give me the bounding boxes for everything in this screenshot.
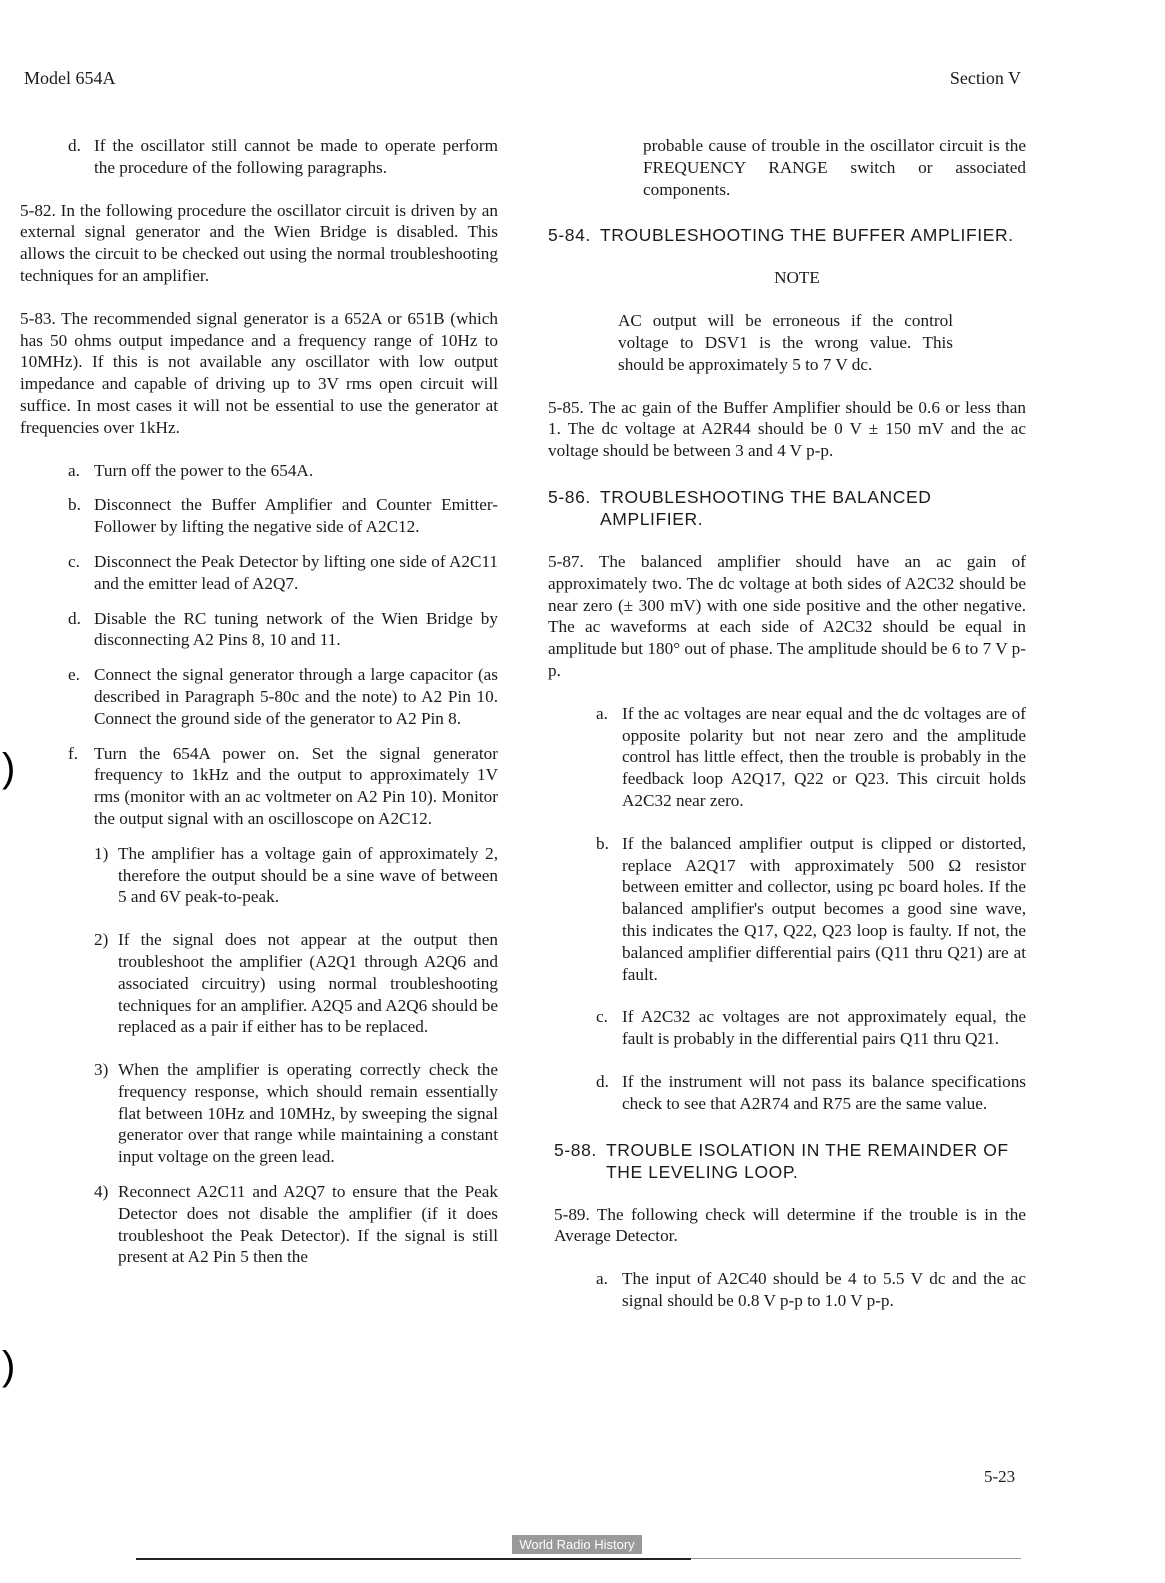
- heading-title: TROUBLESHOOTING THE BALANCED AMPLIFIER.: [600, 486, 932, 529]
- header-model: Model 654A: [24, 68, 116, 88]
- page-number: 5-23: [984, 1467, 1016, 1486]
- item-label: b.: [68, 495, 81, 515]
- item-label: d.: [68, 136, 81, 155]
- item-text: If the oscillator still cannot be made to operate perform the procedure of the following paragraphs.: [94, 136, 498, 177]
- list-item: [596, 1268, 1026, 1312]
- item-text: If the signal does not appear at the output then troubleshoot the amplifier (A2Q1 through A2Q6 and associated circuitry) using normal troubleshooting techniques for an amplifier. A2Q5 and A2Q6 should be replaced as a pair if either has to be replaced.: [118, 930, 498, 1037]
- list-item: [596, 703, 1026, 812]
- right-column: [548, 135, 1026, 1312]
- section-heading-5-88: [554, 1139, 1026, 1183]
- sub-list-item: [94, 843, 498, 908]
- list-item: [596, 1071, 1026, 1115]
- item-label: 3): [94, 1060, 109, 1080]
- left-column: [20, 135, 498, 1268]
- list-item: [68, 664, 498, 729]
- section-heading-5-84: [548, 224, 1026, 246]
- heading-number: 5-86.: [548, 486, 591, 507]
- heading-number: 5-88.: [554, 1139, 597, 1160]
- paragraph-continued: probable cause of trouble in the oscillator circuit is the FREQUENCY RANGE switch or associated components.: [643, 136, 1026, 199]
- item-text: Disconnect the Buffer Amplifier and Counter Emitter-Follower by lifting the negative side of A2C12.: [94, 495, 498, 537]
- list-item: [68, 551, 498, 595]
- item-text: If the instrument will not pass its balance specifications check to see that A2R74 and R75 are the same value.: [622, 1071, 1026, 1113]
- item-label: b.: [596, 833, 609, 853]
- item-text: The input of A2C40 should be 4 to 5.5 V dc and the ac signal should be 0.8 V p-p to 1.0 V p-p.: [622, 1269, 1026, 1310]
- paragraph-5-82: 5-82. In the following procedure the oscillator circuit is driven by an external signal generator and the Wien Bridge is disabled. This allows the circuit to be checked out using the normal troubleshooting techniques for an amplifier.: [20, 200, 498, 285]
- list-item: [68, 460, 498, 482]
- footer-rule: [691, 1558, 1021, 1559]
- item-label: d.: [68, 608, 81, 628]
- sub-list-item: [94, 929, 498, 1038]
- watermark: World Radio History: [512, 1535, 642, 1554]
- item-label: d.: [596, 1071, 609, 1091]
- item-text: When the amplifier is operating correctly check the frequency response, which should remain essentially flat between 10Hz and 10MHz, by sweeping the signal generator over that range while maintaining a constant input voltage on the green lead.: [118, 1060, 498, 1167]
- binding-mark: ): [2, 1344, 16, 1388]
- item-text: If A2C32 ac voltages are not approximately equal, the fault is probably in the differential pairs Q11 thru Q21.: [622, 1007, 1026, 1049]
- note-body: AC output will be erroneous if the control voltage to DSV1 is the wrong value. This should be approximately 5 to 7 V dc.: [618, 311, 953, 374]
- item-label: 1): [94, 843, 109, 863]
- item-text: Connect the signal generator through a large capacitor (as described in Paragraph 5-80c and the note) to A2 Pin 10. Connect the ground side of the generator to A2 Pin 8.: [94, 665, 498, 728]
- binding-mark: ): [2, 746, 16, 790]
- item-label: a.: [68, 460, 80, 480]
- item-text: Disable the RC tuning network of the Wien Bridge by disconnecting A2 Pins 8, 10 and 11.: [94, 608, 498, 650]
- sub-list-item: [94, 1059, 498, 1168]
- item-text: Turn the 654A power on. Set the signal generator frequency to 1kHz and the output to approximately 1V rms (monitor with an ac voltmeter on A2 Pin 10). Monitor the output signal with an oscilloscope on A2C12.: [94, 743, 498, 828]
- list-item: [596, 1006, 1026, 1050]
- item-label: e.: [68, 665, 80, 685]
- paragraph-5-85: 5-85. The ac gain of the Buffer Amplifier should be 0.6 or less than 1. The dc voltage at A2R44 should be 0 V ± 150 mV and the ac voltage should be between 3 and 4 V p-p.: [548, 397, 1026, 461]
- item-label: c.: [68, 551, 80, 571]
- list-item: [596, 833, 1026, 986]
- paragraph-5-89: 5-89. The following check will determine if the trouble is in the Average Detector.: [554, 1204, 1026, 1246]
- item-text: Disconnect the Peak Detector by lifting one side of A2C11 and the emitter lead of A2Q7.: [94, 551, 498, 593]
- item-text: If the balanced amplifier output is clipped or distorted, replace A2Q17 with approximately 500 Ω resistor between emitter and collector, using pc board holes. If the balanced amplifier's output becomes a good sine wave, this indicates the Q17, Q22, Q23 loop is faulty. If not, the balanced amplifier differential pairs (Q11 thru Q21) are at fault.: [622, 833, 1026, 984]
- header-section: Section V: [949, 68, 1021, 88]
- item-label: f.: [68, 743, 79, 763]
- list-item: [68, 494, 498, 538]
- heading-number: 5-84.: [548, 225, 591, 246]
- heading-title: TROUBLE ISOLATION IN THE REMAINDER OF THE LEVELING LOOP.: [606, 1139, 1009, 1182]
- item-text: If the ac voltages are near equal and the dc voltages are of opposite polarity but not near zero and the amplitude control has little effect, then the trouble is probably in the feedback loop A2Q17, Q22 or Q23. This circuit holds A2C32 near zero.: [622, 703, 1026, 810]
- item-label: a.: [596, 1269, 608, 1289]
- item-label: 4): [94, 1182, 109, 1202]
- item-text: Turn off the power to the 654A.: [94, 460, 314, 480]
- item-label: a.: [596, 703, 608, 723]
- heading-title: TROUBLESHOOTING THE BUFFER AMPLIFIER.: [600, 225, 1014, 246]
- paragraph-5-83: 5-83. The recommended signal generator is a 652A or 651B (which has 50 ohms output impedance and a frequency range of 10Hz to 10MHz). If this is not available any oscillator with low output impedance and capable of driving up to 3V rms open circuit will suffice. In most cases it will not be essential to use the generator at frequencies over 1kHz.: [20, 308, 498, 437]
- list-item: [68, 608, 498, 652]
- paragraph-5-87: 5-87. The balanced amplifier should have an ac gain of approximately two. The dc voltage at both sides of A2C32 should be near zero (± 300 mV) with one side positive and the other negative. The ac waveforms at each side of A2C32 should be equal in amplitude but 180° out of phase. The amplitude should be 6 to 7 V p-p.: [548, 551, 1026, 680]
- item-label: c.: [596, 1007, 608, 1027]
- item-text: The amplifier has a voltage gain of approximately 2, therefore the output should be a sine wave of between 5 and 6V peak-to-peak.: [118, 843, 498, 907]
- note-title: NOTE: [774, 268, 820, 288]
- item-label: 2): [94, 930, 109, 950]
- list-item: [68, 135, 498, 179]
- sub-list-item: [94, 1181, 498, 1268]
- list-item: [68, 743, 498, 830]
- item-text: Reconnect A2C11 and A2Q7 to ensure that the Peak Detector does not disable the amplifier (if it does troubleshoot the Peak Detector). If the signal is still present at A2 Pin 5 then the: [118, 1182, 498, 1267]
- footer-rule: [136, 1558, 691, 1560]
- section-heading-5-86: [548, 486, 1026, 530]
